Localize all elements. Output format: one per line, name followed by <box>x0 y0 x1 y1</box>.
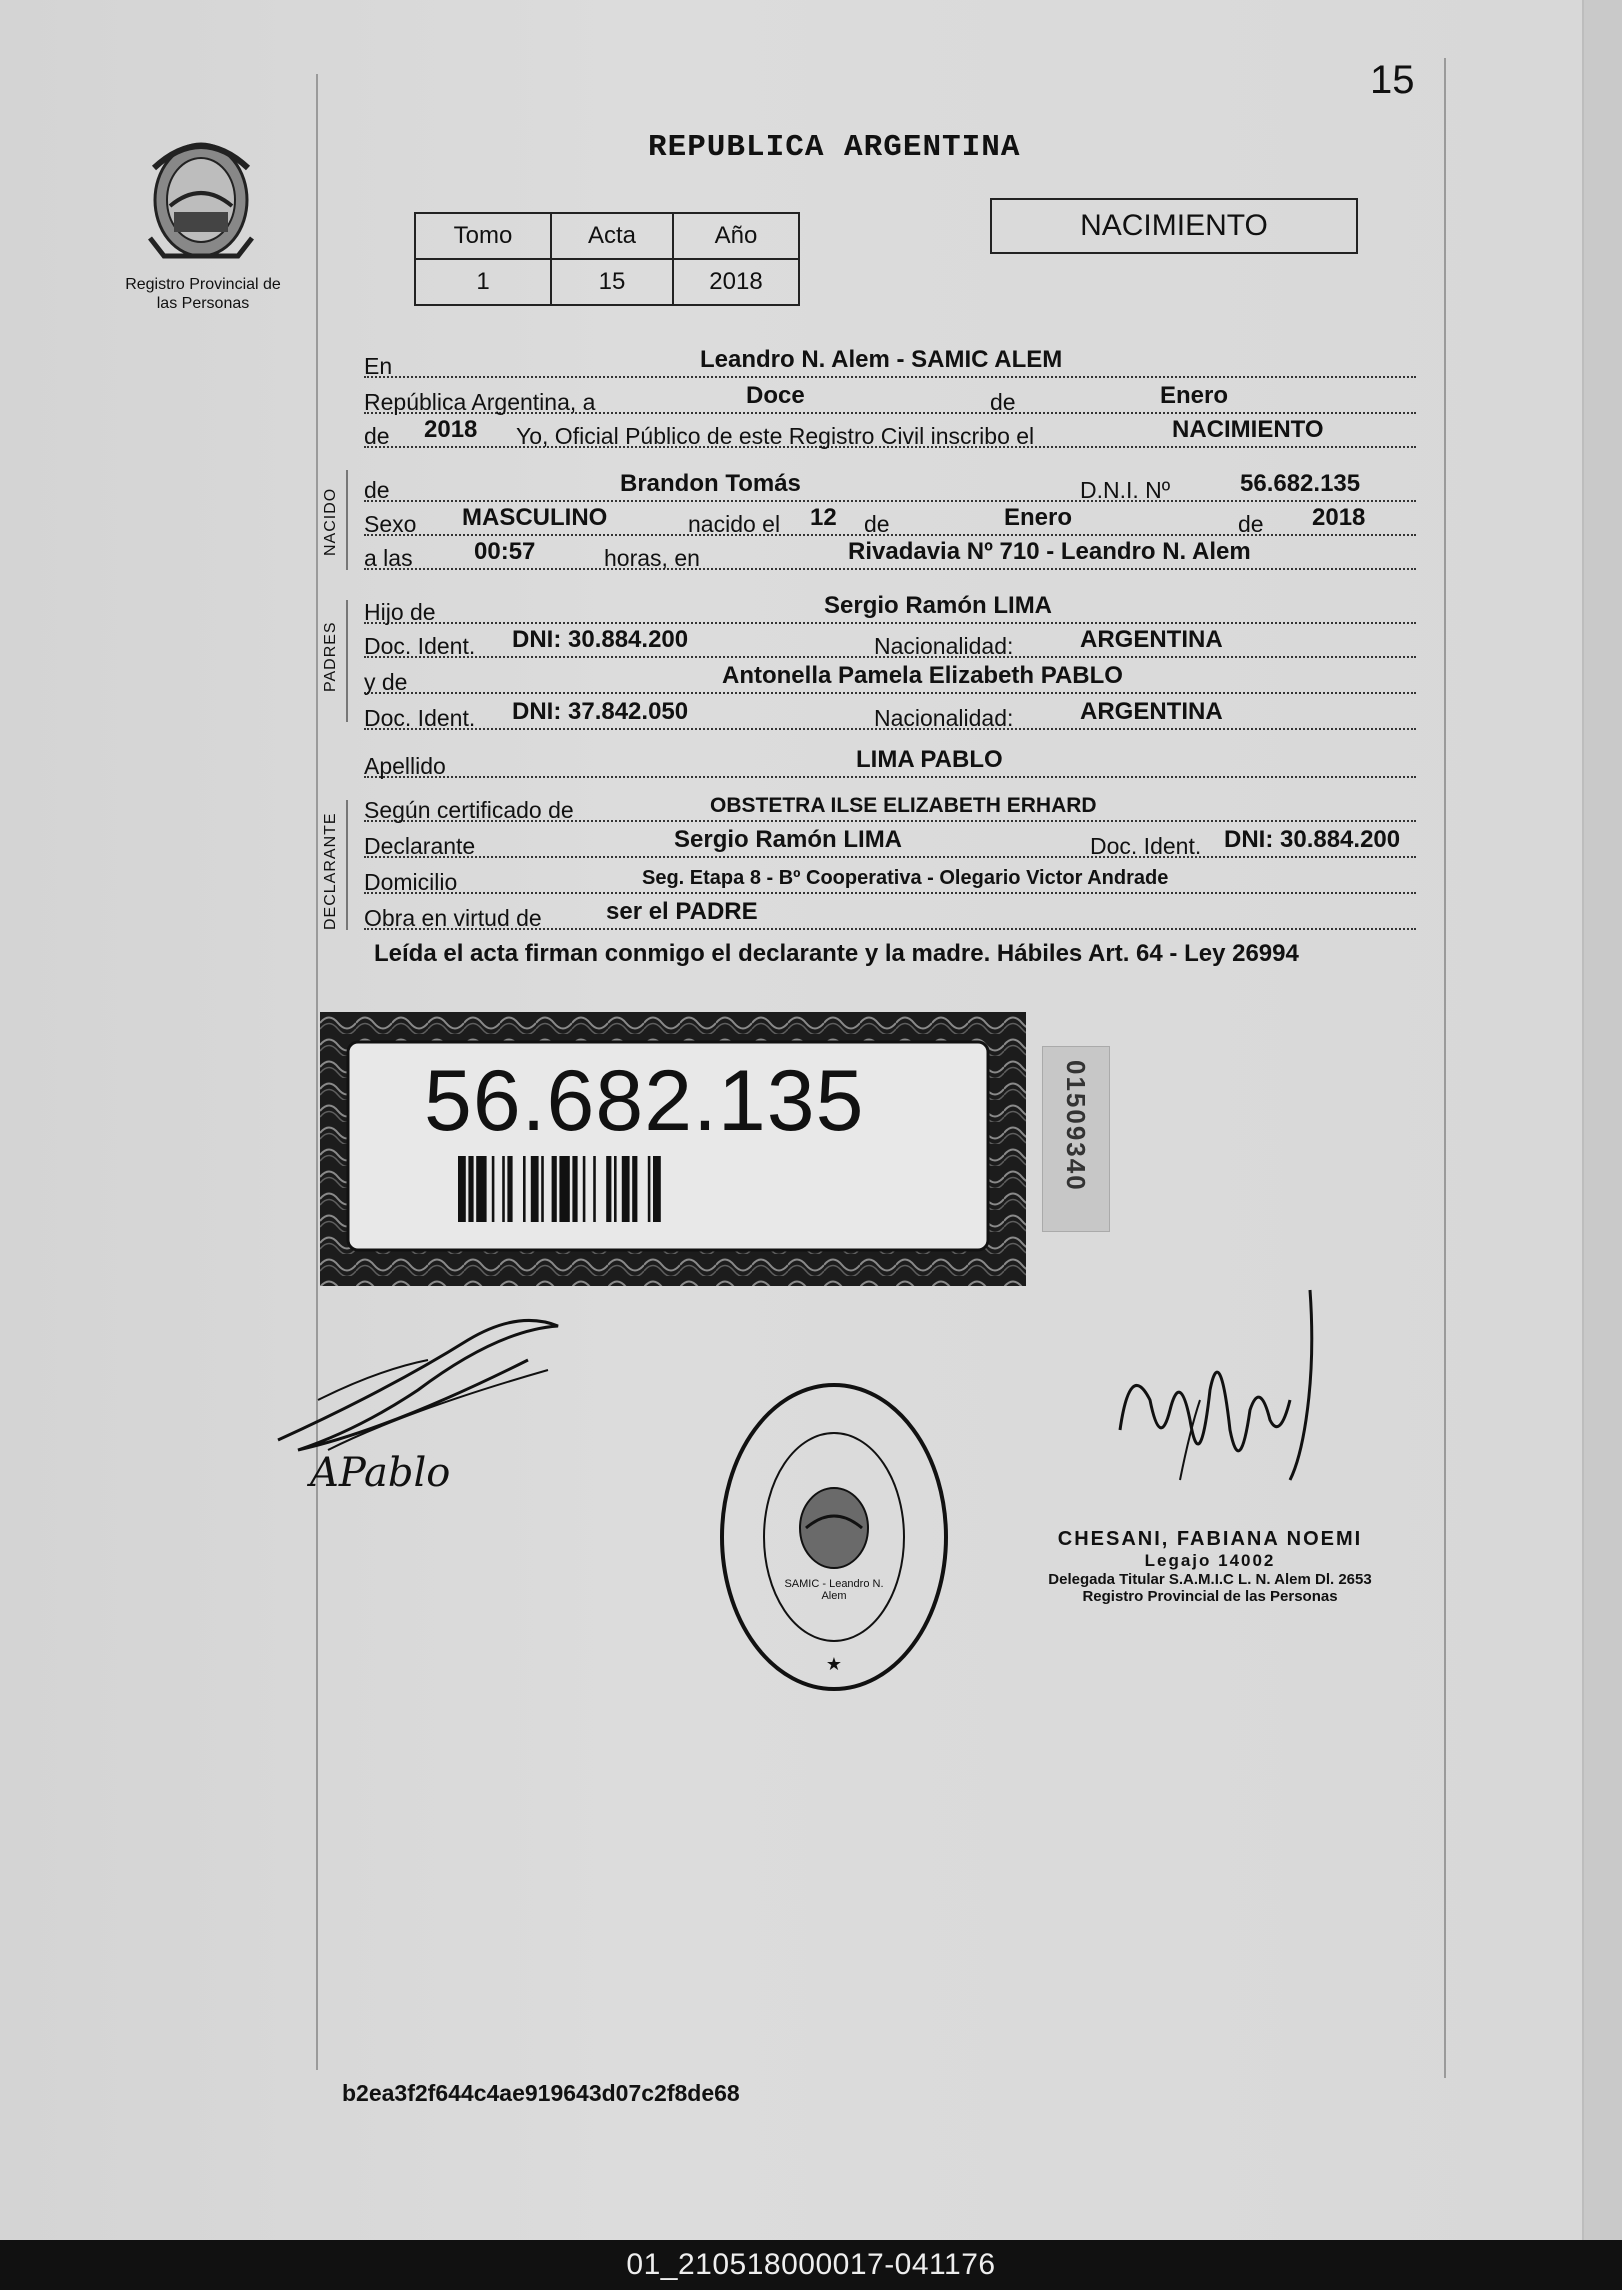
barcode-bar <box>523 1156 526 1222</box>
barcode-bar <box>572 1156 577 1222</box>
father-doc-value: DNI: 30.884.200 <box>512 626 689 653</box>
de-label-2: de <box>364 423 390 449</box>
ano-header: Año <box>673 213 799 259</box>
row-father-doc <box>364 626 1416 664</box>
record-type-box: NACIMIENTO <box>990 198 1358 254</box>
row-address <box>364 862 1416 900</box>
closing-note: Leída el acta firman conmigo el declarante y la madre. Hábiles Art. 64 - Ley 26994 <box>374 940 1299 967</box>
father-name-value: Sergio Ramón LIMA <box>824 592 1053 619</box>
mother-nationality-value: ARGENTINA <box>1080 698 1223 725</box>
dotted-line <box>364 376 1416 378</box>
birth-year-value: 2018 <box>1312 504 1366 531</box>
declarant-label: Declarante <box>364 833 476 859</box>
row-official <box>364 416 1416 454</box>
row-place <box>364 346 1416 384</box>
acta-value: 15 <box>551 259 673 305</box>
de-label: de <box>990 389 1016 415</box>
barcode-bar <box>502 1156 505 1222</box>
sticker-serial: 01509340 <box>1061 1060 1091 1192</box>
dotted-line <box>364 692 1416 694</box>
barcode-bar <box>531 1156 539 1222</box>
dotted-line <box>364 622 1416 624</box>
barcode-bar <box>622 1156 630 1222</box>
republic-label: República Argentina, a <box>364 389 596 415</box>
en-label: En <box>364 353 393 379</box>
row-mother-doc <box>364 698 1416 736</box>
official-registry: Registro Provincial de las Personas <box>1082 1588 1338 1605</box>
dni-sticker <box>320 1012 1026 1286</box>
seal-outer-text <box>716 1378 952 1696</box>
doc-label: Doc. Ident. <box>364 633 476 659</box>
surname-label: Apellido <box>364 753 446 779</box>
de-label-5: de <box>1238 511 1264 537</box>
child-dni-value: 56.682.135 <box>1240 470 1361 497</box>
dotted-line <box>364 856 1416 858</box>
row-sex <box>364 504 1416 542</box>
ano-value: 2018 <box>673 259 799 305</box>
address-value: Seg. Etapa 8 - Bº Cooperativa - Olegario Victor Andrade <box>642 867 1169 889</box>
dni-label: D.N.I. Nº <box>1080 477 1171 503</box>
official-name: CHESANI, FABIANA NOEMI <box>1057 1528 1363 1550</box>
provincial-shield-logo <box>140 128 262 270</box>
doc-label-2: Doc. Ident. <box>364 705 476 731</box>
nacido-bracket <box>346 470 348 570</box>
page-number: 15 <box>1370 58 1415 102</box>
father-nationality-value: ARGENTINA <box>1080 626 1223 653</box>
reference-header-row <box>415 213 799 259</box>
acting-label: Obra en virtud de <box>364 905 542 931</box>
dotted-line <box>364 568 1416 570</box>
declarant-doc-label: Doc. Ident. <box>1090 833 1202 859</box>
surname-value: LIMA PABLO <box>856 746 1003 773</box>
tomo-value: 1 <box>415 259 551 305</box>
sticker-number: 56.682.135 <box>424 1053 865 1149</box>
section-nacido-label: NACIDO <box>322 487 339 556</box>
declarante-bracket <box>346 800 348 930</box>
born-label: nacido el <box>688 511 781 537</box>
mother-doc-value: DNI: 37.842.050 <box>512 698 689 725</box>
act-type-value: NACIMIENTO <box>1172 416 1324 443</box>
row-date <box>364 382 1416 420</box>
declarant-signature <box>268 1300 588 1510</box>
place-value: Leandro N. Alem - SAMIC ALEM <box>700 346 1063 373</box>
official-text: Yo, Oficial Público de este Registro Civil inscribo el <box>516 423 1035 449</box>
official-block <box>990 1528 1430 1605</box>
section-padres-label: PADRES <box>322 621 339 692</box>
declarant-name-value: Sergio Ramón LIMA <box>674 826 903 853</box>
sex-label: Sexo <box>364 511 417 537</box>
barcode-bar <box>606 1156 611 1222</box>
nationality-label: Nacionalidad: <box>874 633 1014 659</box>
barcode-bar <box>583 1156 586 1222</box>
row-surname <box>364 746 1416 784</box>
birth-place-value: Rivadavia Nº 710 - Leandro N. Alem <box>848 538 1251 565</box>
nationality-label-2: Nacionalidad: <box>874 705 1014 731</box>
section-declarante-label: DECLARANTE <box>322 812 339 930</box>
padres-bracket <box>346 600 348 722</box>
birth-month-value: Enero <box>1004 504 1073 531</box>
child-name-value: Brandon Tomás <box>620 470 801 497</box>
mother-name-value: Antonella Pamela Elizabeth PABLO <box>722 662 1123 689</box>
official-signature <box>1110 1280 1330 1520</box>
de-label-3: de <box>364 477 390 503</box>
row-time <box>364 538 1416 576</box>
barcode-bar <box>541 1156 544 1222</box>
acta-header: Acta <box>551 213 673 259</box>
scan-footer-id: 01_210518000017-041176 <box>0 2240 1622 2290</box>
hours-label: horas, en <box>604 545 700 571</box>
barcode-bar <box>648 1156 651 1222</box>
barcode <box>458 1156 874 1222</box>
country-title: REPUBLICA ARGENTINA <box>648 130 1021 165</box>
row-father <box>364 592 1416 630</box>
barcode-bar <box>593 1156 596 1222</box>
tomo-header: Tomo <box>415 213 551 259</box>
dotted-line <box>364 892 1416 894</box>
barcode-bar <box>632 1156 637 1222</box>
barcode-bar <box>507 1156 512 1222</box>
barcode-bar <box>559 1156 569 1222</box>
seal-inner-text: SAMIC - Leandro N. Alem <box>784 1578 884 1602</box>
row-mother <box>364 662 1416 700</box>
declarant-signature-caption: APablo <box>310 1450 451 1496</box>
reference-table <box>414 212 800 306</box>
son-of-label: Hijo de <box>364 599 436 625</box>
registry-name: Registro Provincial de las Personas <box>125 276 281 312</box>
barcode-bar <box>458 1156 466 1222</box>
page-edge <box>1582 0 1622 2240</box>
registry-seal <box>716 1378 952 1696</box>
row-declarant <box>364 826 1416 864</box>
year-value: 2018 <box>424 416 478 443</box>
right-margin-line <box>1444 58 1446 2078</box>
and-of-label: y de <box>364 669 408 695</box>
day-words-value: Doce <box>746 382 805 409</box>
svg-text:★: ★ <box>825 1654 843 1675</box>
barcode-bar <box>614 1156 617 1222</box>
month-value: Enero <box>1160 382 1229 409</box>
barcode-bar <box>468 1156 473 1222</box>
barcode-bar <box>476 1156 486 1222</box>
barcode-bar <box>492 1156 495 1222</box>
declarant-doc-value: DNI: 30.884.200 <box>1224 826 1401 853</box>
reference-value-row <box>415 259 799 305</box>
row-certificate <box>364 790 1416 828</box>
birth-day-value: 12 <box>810 504 837 531</box>
dotted-line <box>364 500 1416 502</box>
document-hash: b2ea3f2f644c4ae919643d07c2f8de68 <box>342 2080 740 2106</box>
left-margin-line <box>316 74 318 2070</box>
barcode-bar <box>653 1156 661 1222</box>
address-label: Domicilio <box>364 869 458 895</box>
certificate-value: OBSTETRA ILSE ELIZABETH ERHARD <box>710 794 1097 817</box>
official-post: Delegada Titular S.A.M.I.C L. N. Alem Dl. 2653 <box>1048 1571 1372 1588</box>
sex-value: MASCULINO <box>462 504 608 531</box>
row-child-name <box>364 470 1416 508</box>
barcode-bar <box>552 1156 557 1222</box>
birth-time-value: 00:57 <box>474 538 536 565</box>
at-label: a las <box>364 545 413 571</box>
certificate-label: Según certificado de <box>364 797 574 823</box>
row-acting <box>364 898 1416 936</box>
acting-value: ser el PADRE <box>606 898 758 925</box>
official-legajo: Legajo 14002 <box>1144 1551 1276 1570</box>
dotted-line <box>364 776 1416 778</box>
de-label-4: de <box>864 511 890 537</box>
